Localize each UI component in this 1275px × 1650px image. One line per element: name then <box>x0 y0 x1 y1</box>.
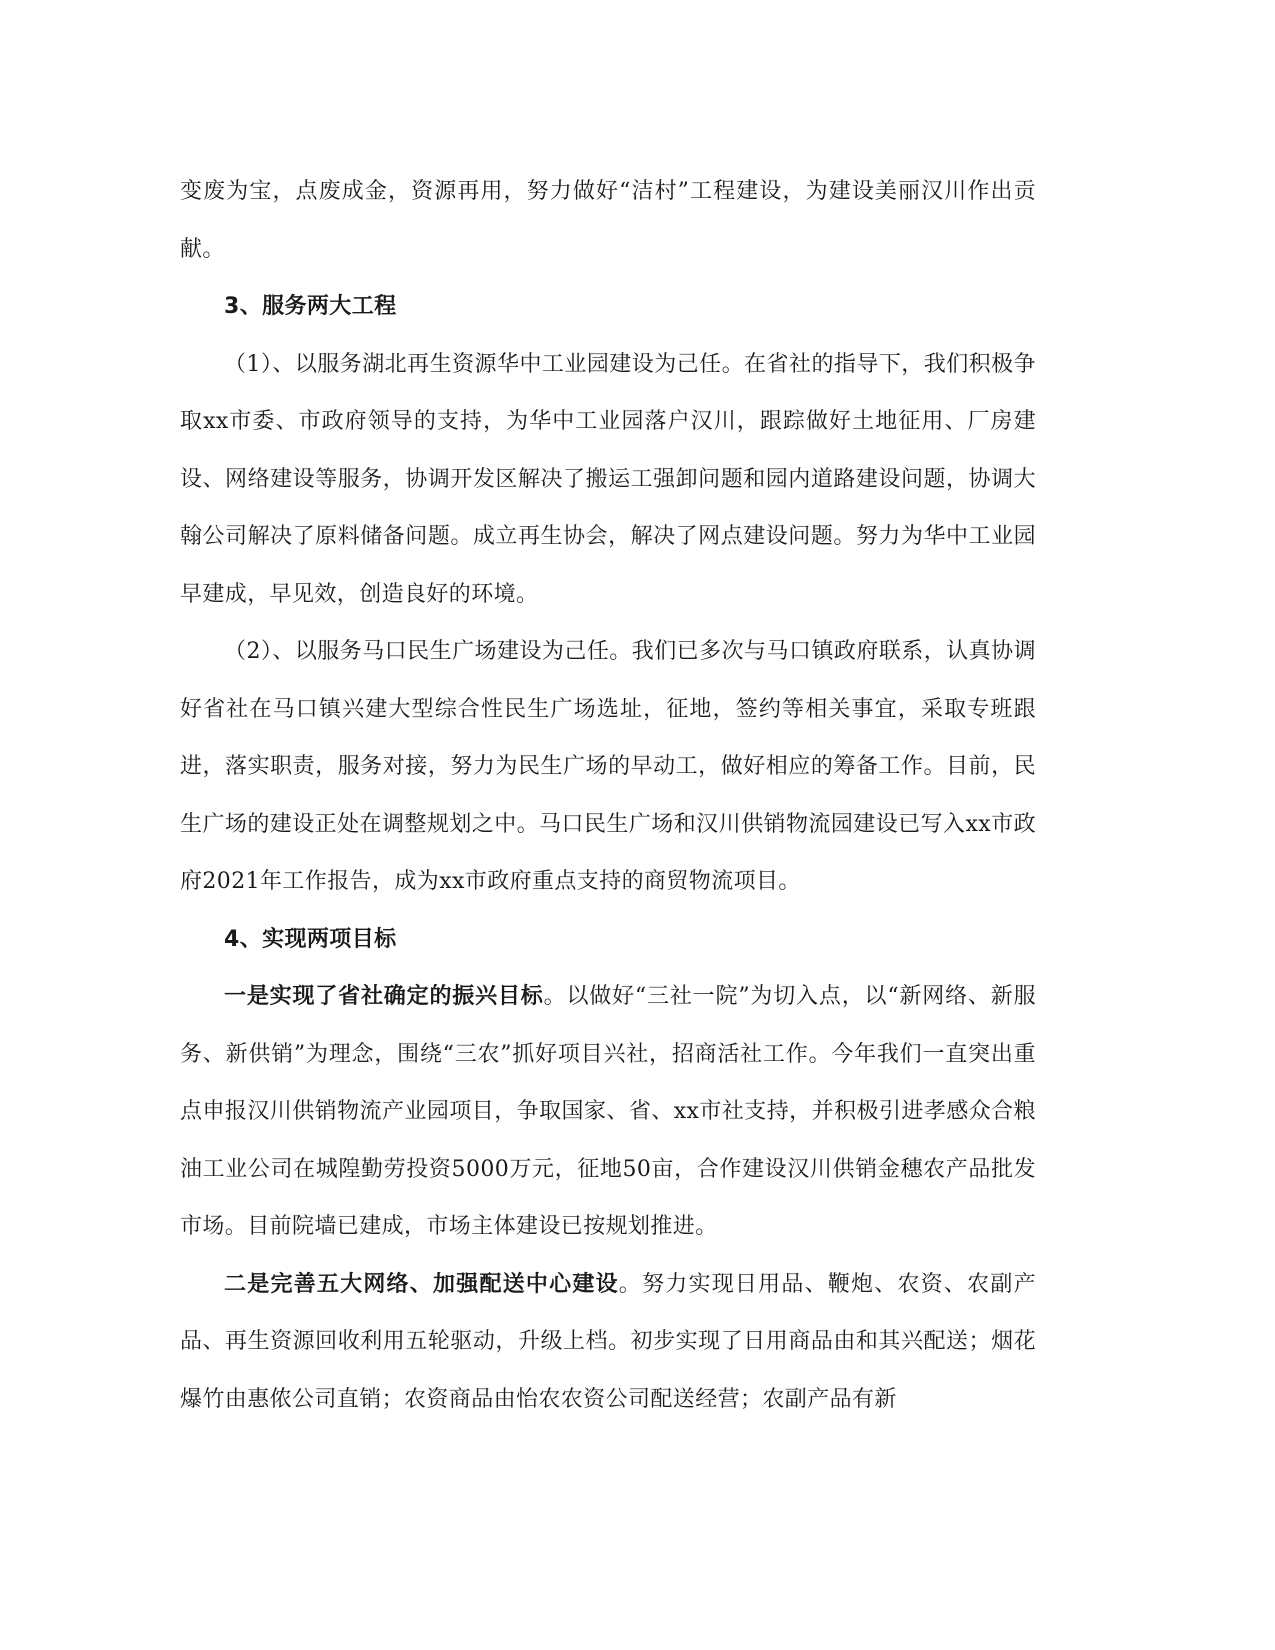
document-body <box>180 163 1036 1428</box>
goal-one-lead: 一是实现了省社确定的振兴目标 <box>224 984 544 1009</box>
section-heading-4: 4、实现两项目标 <box>224 926 397 952</box>
paragraph-goal-one <box>180 968 1036 1256</box>
paragraph-goal-two <box>180 1256 1036 1429</box>
goal-two-text: 。努力实现日用品、鞭炮、农资、农副产品、再生资源回收利用五轮驱动，升级上档。初步实现了日用商品由和其兴配送；烟花爆竹由惠侬公司直销；农资商品由怡农农资公司配送经营；农副产品有新 <box>180 1271 1036 1412</box>
section-heading-3: 3、服务两大工程 <box>224 294 397 319</box>
goal-two-lead: 二是完善五大网络、加强配送中心建设 <box>224 1271 619 1297</box>
paragraph-continuation: 变废为宝，点废成金，资源再用，努力做好“洁村”工程建设，为建设美丽汉川作出贡献。 <box>180 179 1036 262</box>
paragraph-service-huazhong: （1）、以服务湖北再生资源华中工业园建设为己任。在省社的指导下，我们积极争取xx市委、市政府领导的支持，为华中工业园落户汉川，跟踪做好土地征用、厂房建设、网络建设等服务，协调开发区解决了搬运工强卸问题和园内道路建设问题，协调大翰公司解决了原料储备问题。成立再生协会，解决了网点建设问题。努力为华中工业园早建成，早见效，创造良好的环境。 <box>180 351 1036 607</box>
goal-one-text: 。以做好“三社一院”为切入点，以“新网络、新服务、新供销”为理念，围绕“三农”抓好项目兴社，招商活社工作。今年我们一直突出重点申报汉川供销物流产业园项目，争取国家、省、xx市社支持，并积极引进孝感众合粮油工业公司在城隍勤劳投资5000万元，征地50亩，合作建设汉川供销金穗农产品批发市场。目前院墙已建成，市场主体建设已按规划推进。 <box>180 984 1036 1239</box>
paragraph-service-makou: （2）、以服务马口民生广场建设为己任。我们已多次与马口镇政府联系，认真协调好省社在马口镇兴建大型综合性民生广场选址，征地，签约等相关事宜，采取专班跟进，落实职责，服务对接，努力为民生广场的早动工，做好相应的筹备工作。目前，民生广场的建设正处在调整规划之中。马口民生广场和汉川供销物流园建设已写入xx市政府2021年工作报告，成为xx市政府重点支持的商贸物流项目。 <box>180 639 1036 894</box>
